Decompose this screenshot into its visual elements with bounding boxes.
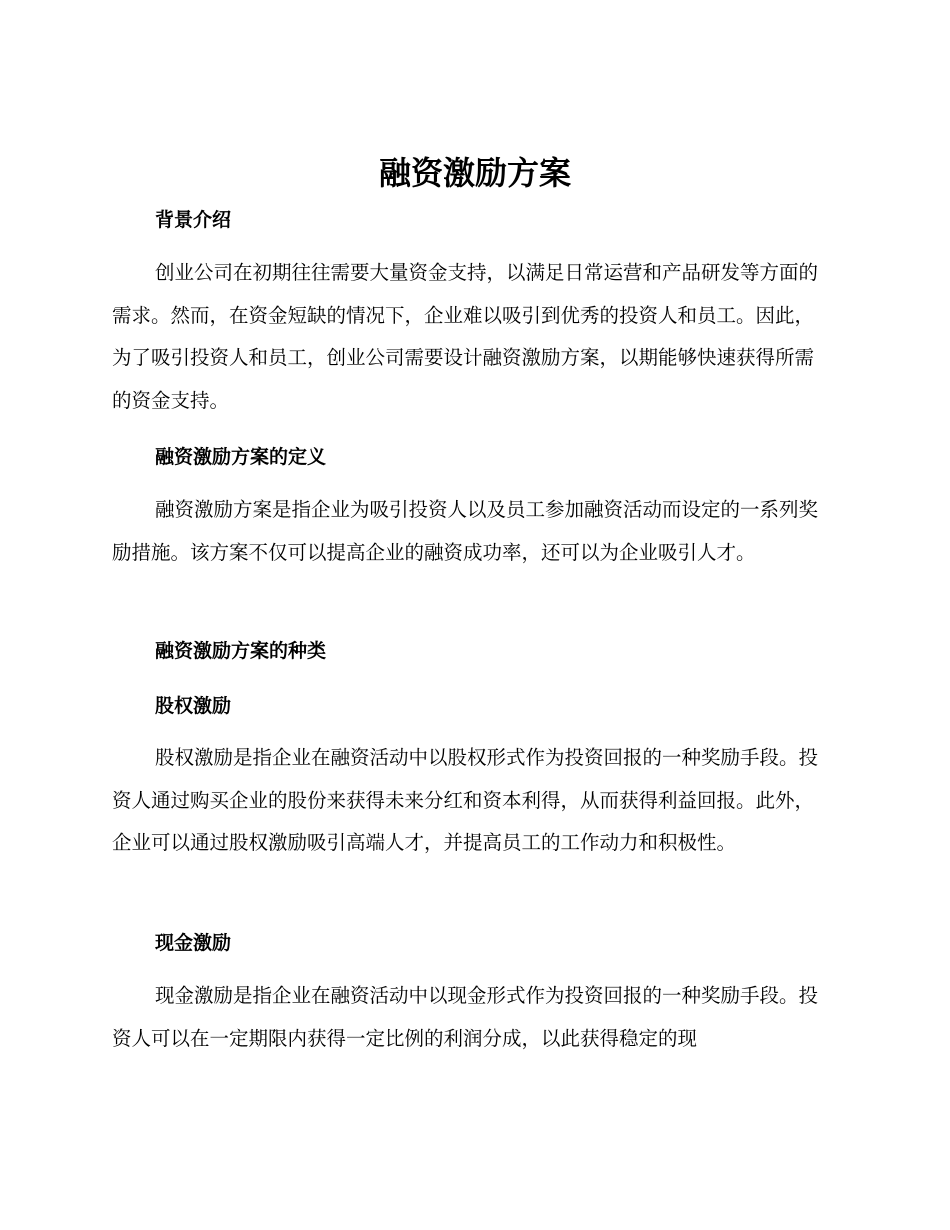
section-body-background: 创业公司在初期往往需要大量资金支持，以满足日常运营和产品研发等方面的需求。然而，在资金短缺的情况下，企业难以吸引到优秀的投资人和员工。因此，为了吸引投资人和员工，创业公司需要设计融资激励方案，以期能够快速获得所需的资金支持。 [112,261,819,412]
document-title: 融资激励方案 [378,154,571,192]
section-heading-cash-incentive: 现金激励 [155,932,232,954]
section-heading-background: 背景介绍 [155,209,232,231]
section-heading-definition: 融资激励方案的定义 [155,446,327,468]
section-body-cash-incentive: 现金激励是指企业在融资活动中以现金形式作为投资回报的一种奖励手段。投资人可以在一定期限内获得一定比例的利润分成，以此获得稳定的现 [112,984,819,1050]
section-heading-equity-incentive: 股权激励 [155,695,232,717]
section-heading-types: 融资激励方案的种类 [155,640,327,662]
section-body-definition: 融资激励方案是指企业为吸引投资人以及员工参加融资活动而设定的一系列奖励措施。该方案不仅可以提高企业的融资成功率，还可以为企业吸引人才。 [112,498,819,564]
section-body-equity-incentive: 股权激励是指企业在融资活动中以股权形式作为投资回报的一种奖励手段。投资人通过购买企业的股份来获得未来分红和资本利得，从而获得利益回报。此外，企业可以通过股权激励吸引高端人才，并提高员工的工作动力和积极性。 [112,746,819,854]
